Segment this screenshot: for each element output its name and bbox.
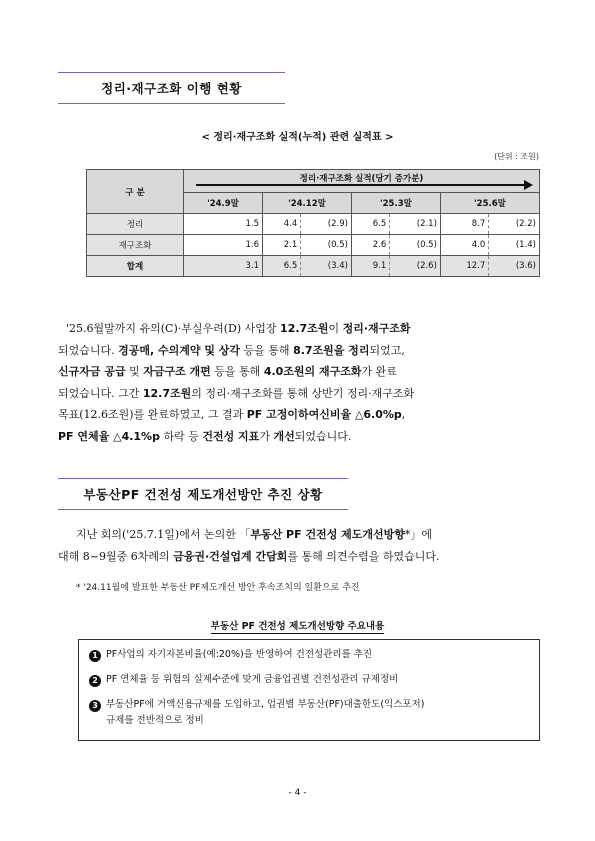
cell-delta: (2.1) (390, 214, 441, 235)
text-run: 지난 회의('25.7.1일)에서 논의한 「 (76, 528, 251, 541)
text-bold: 개선 (273, 429, 295, 443)
text-run: 되었습니다. 그간 (58, 386, 143, 400)
text-run: 되었습니다. (294, 429, 352, 443)
text-run: , (401, 408, 406, 421)
period-header: '25.3말 (351, 193, 440, 214)
text-bold: PF 고정이하여신비율 △6.0%p (246, 408, 402, 421)
box-title-wrap (0, 614, 595, 633)
text-bold: PF 연체율 △4.1%p (58, 429, 160, 443)
list-item (89, 647, 529, 663)
text-run: 대해 8~9월중 6차례의 (58, 549, 174, 563)
cell-delta: (2.6) (390, 256, 441, 277)
unit-label: (단위 : 조원) (494, 152, 539, 161)
key-contents-box (78, 639, 540, 741)
table-row-total (87, 256, 540, 277)
text-run: 하락 등 (159, 429, 203, 443)
paragraph-results (58, 318, 540, 447)
paragraph-consultation (58, 524, 540, 567)
group-header (184, 170, 540, 193)
number-circle-icon: 3 (89, 700, 101, 712)
text-run: '25.6월말까지 유의(C)·부실우려(D) 사업장 (66, 322, 281, 335)
list-item (89, 672, 529, 688)
text-run: 가 완료 (361, 365, 397, 378)
table-title: < 정리·재구조화 실적(누적) 관련 실적표 > (201, 132, 394, 143)
period-header: '24.9말 (184, 193, 263, 214)
text-bold: 자금구조 개편 (143, 365, 211, 378)
text-line (58, 340, 540, 362)
text-run: 및 (125, 365, 144, 378)
cell-delta: (3.6) (489, 256, 540, 277)
group-header-text: 정리·재구조화 실적(당기 증가분) (299, 174, 424, 184)
cell-value: 1.6 (184, 235, 263, 256)
text-line (58, 426, 540, 448)
cell-value: 3.1 (184, 256, 263, 277)
cell-delta: (0.5) (390, 235, 441, 256)
list-item-text: 부동산PF에 거액신용규제를 도입하고, 업권별 부동산(PF)대출한도(익스포저) (106, 699, 425, 710)
cell-delta: (3.4) (301, 256, 352, 277)
section-heading-pf-reform (58, 478, 348, 510)
cell-value: 8.7 (440, 214, 488, 235)
cell-value: 6.5 (263, 256, 301, 277)
cell-delta: (0.5) (301, 235, 352, 256)
cell-delta: (2.2) (489, 214, 540, 235)
cell-value: 12.7 (440, 256, 488, 277)
table-row (87, 235, 540, 256)
row-label: 정리 (87, 214, 184, 235)
page-number: - 4 - (288, 788, 307, 798)
list-item-text: PF 연체율 등 위험의 실제수준에 맞게 금융업권별 건전성관리 규제정비 (106, 674, 399, 685)
list-item-text: PF사업의 자기자본비율(예:20%)을 반영하여 건전성관리를 추진 (106, 649, 373, 660)
text-bold: 신규자금 공급 (58, 365, 126, 378)
text-bold: 건전성 지표 (202, 429, 260, 443)
text-run: 등을 통해 (240, 343, 294, 357)
section-heading-text: 정리·재구조화 이행 현황 (101, 81, 242, 96)
text-run: 의 정리·재구조화를 통해 상반기 정리·재구조화 (191, 386, 415, 400)
cell-value: 1.5 (184, 214, 263, 235)
text-bold: 부동산 PF 건전성 제도개선방향 (250, 528, 405, 541)
text-bold: 경공매, 수의계약 및 상각 (118, 343, 241, 357)
text-line (58, 546, 540, 568)
cell-value: 9.1 (351, 256, 389, 277)
cell-delta: (2.9) (301, 214, 352, 235)
row-label: 재구조화 (87, 235, 184, 256)
cell-value: 4.0 (440, 235, 488, 256)
text-bold: 금융권·건설업계 간담회 (173, 549, 288, 563)
section-heading-text: 부동산PF 건전성 제도개선방안 추진 상황 (83, 487, 323, 502)
text-run: 되었습니다. (58, 343, 119, 357)
text-run: 가 (259, 429, 274, 443)
text-run: 를 통해 의견수렴을 하였습니다. (287, 549, 440, 563)
text-line (58, 383, 540, 405)
cell-value: 4.4 (263, 214, 301, 235)
cell-value: 2.6 (351, 235, 389, 256)
list-item-text-continued: 규제를 전반적으로 정비 (106, 715, 204, 726)
box-title: 부동산 PF 건전성 제도개선방향 주요내용 (210, 621, 385, 632)
number-circle-icon: 1 (89, 650, 101, 662)
cell-value: 6.5 (351, 214, 389, 235)
period-header: '24.12말 (263, 193, 352, 214)
arrow-line (196, 184, 525, 186)
text-run: 등을 통해 (210, 365, 264, 378)
row-label: 합계 (87, 256, 184, 277)
footnote: * '24.11월에 발표한 부동산 PF제도개선 방안 후속조치의 일환으로 추진 (76, 583, 360, 593)
period-header: '25.6말 (440, 193, 539, 214)
cell-delta: (1.4) (489, 235, 540, 256)
text-bold: 12.7조원 (142, 386, 192, 400)
list-item (89, 697, 529, 729)
text-bold: 정리·재구조화 (342, 322, 411, 335)
text-line (58, 404, 540, 426)
row-header-label: 구 분 (87, 170, 184, 214)
number-circle-icon: 2 (89, 675, 101, 687)
table-row (87, 214, 540, 235)
cell-value: 2.1 (263, 235, 301, 256)
text-line (58, 524, 540, 546)
text-bold: 8.7조원을 정리 (293, 343, 370, 357)
arrow-right-icon (524, 180, 533, 190)
text-line (58, 318, 540, 340)
text-bold: 12.7조원 (280, 322, 329, 335)
text-run: *」에 (404, 528, 433, 541)
text-bold: 4.0조원의 재구조화 (263, 365, 362, 378)
section-heading-restructuring (58, 72, 285, 104)
text-run: 이 (328, 322, 343, 335)
text-run: 목표(12.6조원)를 완료하였고, 그 결과 (58, 408, 247, 421)
text-line (58, 361, 540, 383)
restructuring-table (86, 169, 540, 277)
text-run: 되었고, (369, 343, 405, 357)
